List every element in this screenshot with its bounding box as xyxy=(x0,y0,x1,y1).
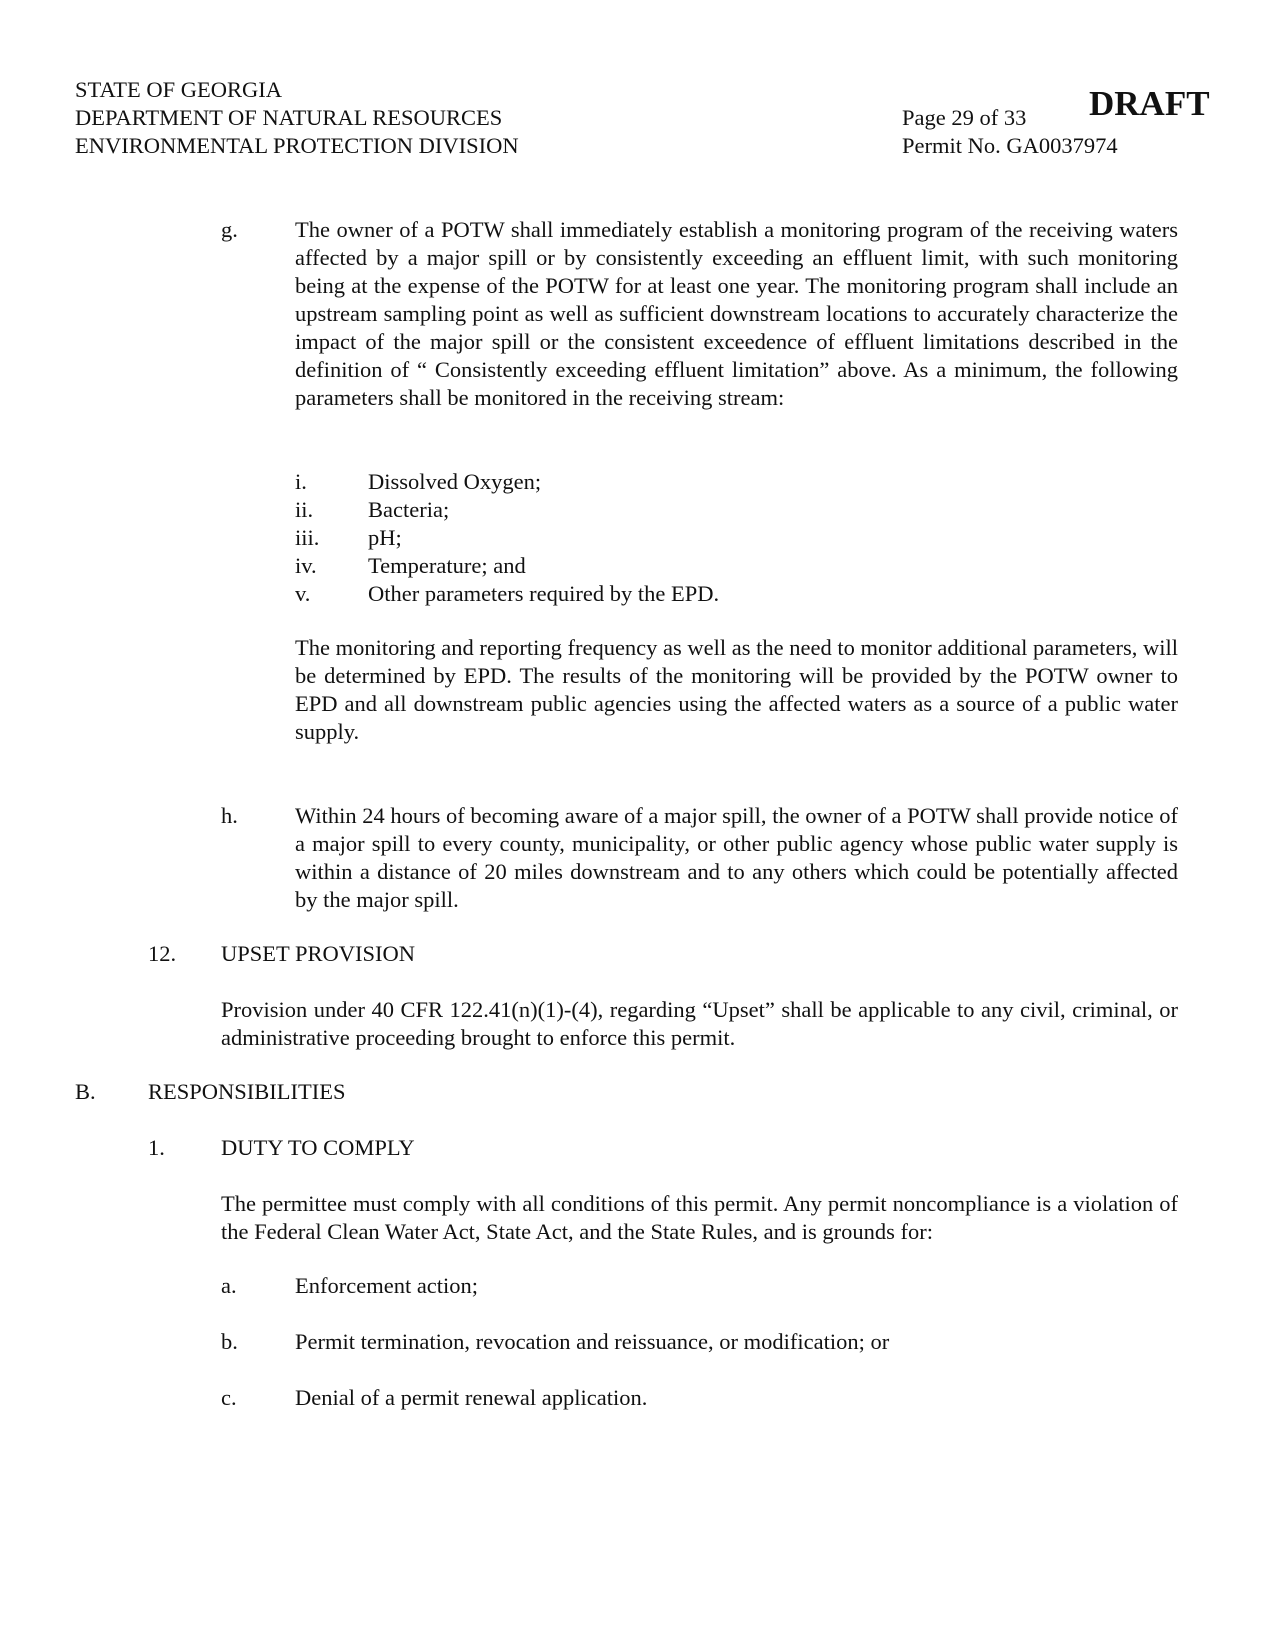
agency-line: STATE OF GEORGIA xyxy=(75,77,282,102)
item-g-text: The owner of a POTW shall immediately establish a monitoring program of the receiving waters affected by a major spill or by consistently exceeding an effluent limit, with such monitoring being at the expense of the POTW for at least one year. The monitoring program shall include an upstream sampling point as well as sufficient downstream locations to accurately characterize the impact of the major spill or the consistent exceedence of effluent limitations described in the definition of “ Consistently exceeding effluent limitation” above. As a minimum, the following parameters shall be monitored in the receiving stream: xyxy=(295,217,1178,410)
monitoring-followup-text: The monitoring and reporting frequency as well as the need to monitor additional parameters, will be determined by EPD. The results of the monitoring will be provided by the POTW owner to EPD and all downstream public agencies using the affected waters as a source of a public water supply. xyxy=(295,635,1178,744)
permit-number: Permit No. GA0037974 xyxy=(902,133,1118,158)
page-number: Page 29 of 33 xyxy=(902,105,1027,130)
agency-line: ENVIRONMENTAL PROTECTION DIVISION xyxy=(75,133,519,158)
item-h-text: Within 24 hours of becoming aware of a major spill, the owner of a POTW shall provide notice of a major spill to every county, municipality, or other public agency whose public water supply is within a distance of 20 miles downstream and to any others which could be potentially affected by the major spill. xyxy=(295,803,1178,912)
section-b1-title: DUTY TO COMPLY xyxy=(221,1135,415,1160)
param-text: Dissolved Oxygen; xyxy=(368,469,542,494)
section-12-number: 12. xyxy=(148,941,177,966)
param-text: Temperature; and xyxy=(368,553,526,578)
param-label: iv. xyxy=(295,553,317,578)
list-item-text: Denial of a permit renewal application. xyxy=(295,1385,648,1410)
param-label: iii. xyxy=(295,525,320,550)
param-label: i. xyxy=(295,469,307,494)
list-item-label: c. xyxy=(221,1385,237,1410)
section-b-title: RESPONSIBILITIES xyxy=(148,1079,346,1104)
draft-stamp: DRAFT xyxy=(1089,84,1210,123)
list-item-text: Enforcement action; xyxy=(295,1273,479,1298)
section-b1-number: 1. xyxy=(148,1135,165,1160)
agency-line: DEPARTMENT OF NATURAL RESOURCES xyxy=(75,105,503,130)
section-12-text: Provision under 40 CFR 122.41(n)(1)-(4), regarding “Upset” shall be applicable to any civil, criminal, or administrative proceeding brought to enforce this permit. xyxy=(221,997,1178,1050)
item-h-label: h. xyxy=(221,803,238,828)
page-info xyxy=(902,104,1118,160)
param-label: v. xyxy=(295,581,311,606)
list-item-label: b. xyxy=(221,1329,238,1354)
item-g-label: g. xyxy=(221,217,238,242)
section-12-title: UPSET PROVISION xyxy=(221,941,415,966)
list-item-text: Permit termination, revocation and reissuance, or modification; or xyxy=(295,1329,890,1354)
param-text: pH; xyxy=(368,525,402,550)
agency-header xyxy=(75,76,519,160)
section-b1-text: The permittee must comply with all conditions of this permit. Any permit noncompliance is a violation of the Federal Clean Water Act, State Act, and the State Rules, and is grounds for: xyxy=(221,1191,1178,1244)
list-item-label: a. xyxy=(221,1273,237,1298)
param-text: Other parameters required by the EPD. xyxy=(368,581,720,606)
param-text: Bacteria; xyxy=(368,497,450,522)
param-label: ii. xyxy=(295,497,314,522)
section-b-letter: B. xyxy=(75,1079,96,1104)
